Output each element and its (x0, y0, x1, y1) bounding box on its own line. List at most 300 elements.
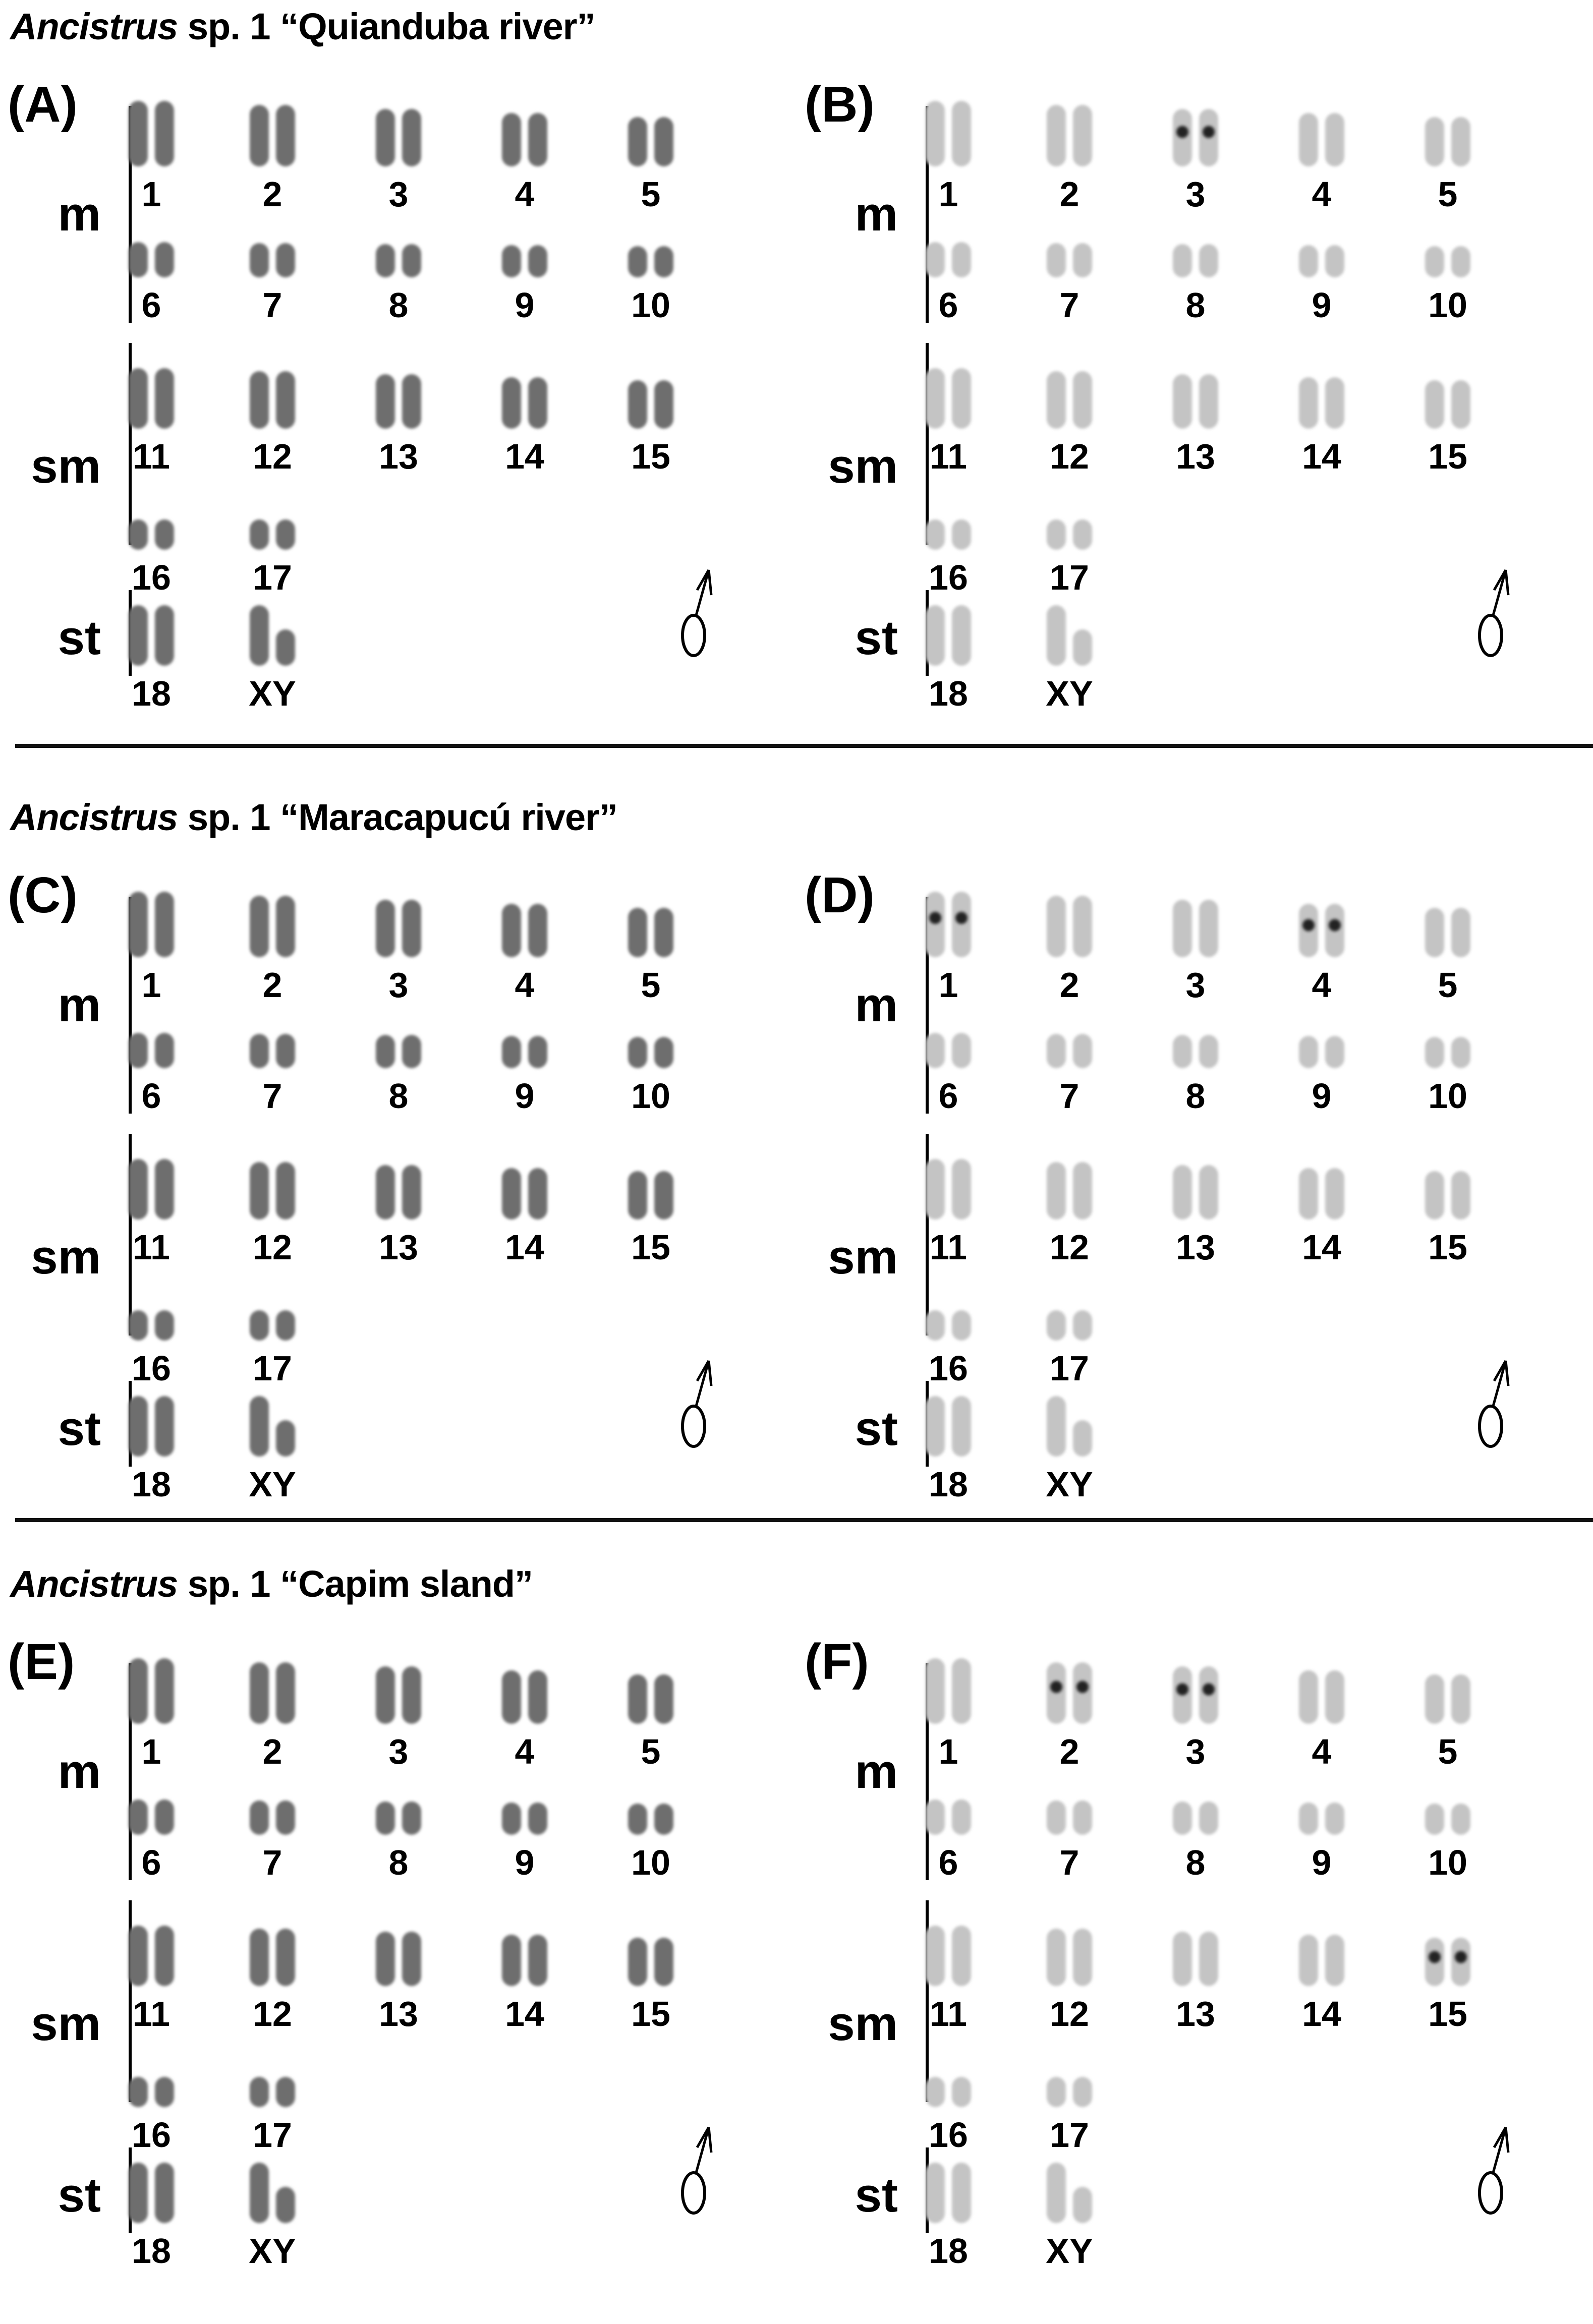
chromosome-number: 9 (1312, 1076, 1332, 1116)
chromatid (1073, 2077, 1092, 2107)
group-label-sm: sm (828, 1997, 898, 2051)
chromatid (952, 2077, 971, 2107)
chromosome-image (217, 1381, 328, 1457)
chromatid (952, 1658, 971, 1724)
chromosome-number: 9 (1312, 1843, 1332, 1882)
species-locality: sp. 1 “Capim sland” (178, 1563, 533, 1605)
chromatid (250, 1162, 269, 1219)
chromosome-pair (595, 1784, 706, 1882)
chromosome-pair (893, 2067, 1004, 2155)
chromosome-image (96, 96, 207, 166)
chromosome-number: 4 (515, 1732, 535, 1771)
chromosome-number: XY (249, 674, 296, 713)
chromosome-image (96, 887, 207, 957)
chromatid (1325, 1036, 1344, 1068)
male-symbol-icon (671, 1351, 742, 1462)
chromatid (1047, 1929, 1066, 1986)
chromatid (155, 1033, 174, 1068)
chromosome-image (893, 887, 1004, 957)
chromosome-pair (1266, 1018, 1377, 1116)
chromosome-pair (1014, 96, 1125, 214)
chromosome-image (1392, 1139, 1503, 1219)
chromatid (528, 1036, 547, 1068)
chromosome-pair (217, 509, 328, 597)
chromatid (250, 605, 269, 666)
chromosome-image (343, 1653, 454, 1724)
chromosome-pair (1014, 2067, 1125, 2155)
chromosome-pair (893, 1139, 1004, 1267)
chromosome-image (343, 1018, 454, 1068)
section-divider (15, 744, 1593, 748)
chromosome-image (595, 1018, 706, 1068)
chromosome-pair (1392, 1139, 1503, 1267)
chromosome-pair (343, 887, 454, 1005)
chromatid (528, 904, 547, 957)
group-label-st: st (855, 2168, 898, 2222)
chromatid (1299, 377, 1318, 429)
chromatid (129, 1926, 148, 1986)
chromatid (1047, 1662, 1066, 1724)
chromatid (654, 1171, 673, 1219)
chromosome-number: 15 (1428, 437, 1467, 476)
chromosome-pair (96, 2067, 207, 2155)
chromatid (129, 519, 148, 550)
chromatid (402, 244, 421, 277)
chromosome-pair (893, 1653, 1004, 1771)
chromosome-pair (217, 1905, 328, 2034)
chromatid (628, 380, 647, 429)
chromatid (1451, 1171, 1470, 1219)
chromosome-number: 14 (505, 1228, 544, 1267)
chromatid (1199, 109, 1218, 166)
chromosome-pair (217, 227, 328, 325)
chromosome-number: 1 (141, 965, 161, 1005)
chromosome-number: 13 (1176, 437, 1215, 476)
chromosome-pair (1014, 509, 1125, 597)
chromosome-pair (96, 590, 207, 713)
chromosome-image (1014, 590, 1125, 666)
chromatid (926, 519, 945, 550)
karyotype-panel (797, 866, 1584, 1522)
chromatid (1173, 1035, 1192, 1068)
chromatid (1073, 1800, 1092, 1835)
chromosome-pair (1140, 1905, 1251, 2034)
chromatid (402, 109, 421, 166)
chromosome-image (893, 1018, 1004, 1068)
chromatid (1073, 896, 1092, 957)
species-locality: sp. 1 “Maracapucú river” (178, 796, 617, 838)
chromosome-pair (893, 1300, 1004, 1388)
chromatid (1173, 244, 1192, 277)
chromosome-pair (893, 590, 1004, 713)
chromatid (155, 368, 174, 429)
chromatid (1299, 113, 1318, 166)
chromosome-image (1014, 227, 1125, 277)
chromosome-image (1392, 227, 1503, 277)
chromatid (1173, 1666, 1192, 1724)
chromatid (1199, 1666, 1218, 1724)
chromatid (926, 1926, 945, 1986)
group-label-st: st (58, 611, 101, 665)
chromosome-pair (1014, 2147, 1125, 2271)
chromatid (376, 1035, 395, 1068)
chromosome-number: 2 (262, 175, 282, 214)
chromatid (1073, 1662, 1092, 1724)
chromosome-number: 5 (1438, 175, 1458, 214)
chromosome-pair (1140, 1139, 1251, 1267)
chromosome-image (595, 1139, 706, 1219)
chromosome-number: 7 (262, 1843, 282, 1882)
chromatid (1451, 1938, 1470, 1986)
chromosome-number: 13 (1176, 1994, 1215, 2034)
chromatid (628, 246, 647, 277)
chromatid (402, 374, 421, 429)
chromosome-pair (469, 1018, 580, 1116)
chromatid (952, 1396, 971, 1457)
chromosome-number: 16 (929, 2115, 968, 2155)
chromosome-image (1266, 1018, 1377, 1068)
genus-name: Ancistrus (10, 6, 178, 47)
chromosome-pair (96, 1381, 207, 1504)
chromosome-pair (96, 1905, 207, 2034)
chromatid (952, 605, 971, 666)
karyotype-panel (0, 866, 787, 1522)
chromosome-image (1014, 348, 1125, 429)
chromatid (926, 2163, 945, 2223)
chromatid (155, 242, 174, 277)
chromatid (1047, 105, 1066, 166)
chromosome-pair (1140, 887, 1251, 1005)
chromatid (528, 113, 547, 166)
chromatid (155, 605, 174, 666)
chromatid (1047, 371, 1066, 429)
chromosome-image (893, 509, 1004, 550)
chromatid (926, 101, 945, 166)
chromosome-pair (1392, 96, 1503, 214)
panel-label: (E) (8, 1634, 75, 1690)
chromosome-image (893, 1139, 1004, 1219)
group-label-m: m (58, 1745, 101, 1798)
chromatid (155, 2077, 174, 2107)
chromatid (952, 242, 971, 277)
chromosome-image (1266, 1784, 1377, 1835)
chromosome-number: 14 (1302, 1228, 1341, 1267)
chromatid (926, 1033, 945, 1068)
chromosome-image (217, 96, 328, 166)
panel-label: (D) (805, 867, 875, 923)
chromosome-number: 1 (938, 1732, 958, 1771)
chromosome-pair (469, 348, 580, 476)
chromosome-number: 18 (929, 1465, 968, 1504)
group-label-st: st (58, 2168, 101, 2222)
chromatid (402, 1802, 421, 1835)
chromatid (654, 1804, 673, 1835)
chromosome-image (893, 590, 1004, 666)
chromosome-image (1014, 1018, 1125, 1068)
chromatid (528, 1168, 547, 1219)
chromatid (654, 246, 673, 277)
species-title (10, 5, 595, 48)
chromatid (1451, 908, 1470, 957)
chromosome-number: XY (1046, 2231, 1093, 2271)
group-label-sm: sm (828, 1230, 898, 1284)
chromosome-pair (1014, 1018, 1125, 1116)
chromosome-number: 15 (1428, 1228, 1467, 1267)
chromosome-number: 12 (1050, 1994, 1089, 2034)
chromosome-image (217, 1139, 328, 1219)
chromatid (402, 1035, 421, 1068)
chromosome-number: 16 (929, 1349, 968, 1388)
chromosome-pair (469, 1784, 580, 1882)
chromatid (1047, 1310, 1066, 1341)
chromosome-image (96, 590, 207, 666)
chromosome-pair (595, 348, 706, 476)
chromatid (276, 371, 295, 429)
chromatid (276, 1034, 295, 1068)
chromosome-image (469, 1653, 580, 1724)
chromosome-image (893, 96, 1004, 166)
chromatid (276, 896, 295, 957)
chromatid (952, 1926, 971, 1986)
chromosome-pair (1140, 1784, 1251, 1882)
chromatid (502, 1168, 521, 1219)
chromatid (1047, 1034, 1066, 1068)
chromatid (1047, 1396, 1066, 1457)
chromosome-number: 3 (1185, 965, 1206, 1005)
chromosome-number: 17 (1050, 558, 1089, 597)
chromosome-number: 3 (1185, 175, 1206, 214)
chromatid (1199, 1035, 1218, 1068)
chromosome-number: 8 (1185, 285, 1206, 325)
chromosome-pair (217, 1300, 328, 1388)
chromatid (502, 904, 521, 957)
chromatid (402, 1666, 421, 1724)
chromosome-pair (96, 96, 207, 214)
chromatid (276, 2187, 295, 2223)
chromosome-pair (1266, 887, 1377, 1005)
chromatid (926, 1159, 945, 1219)
chromatid (502, 245, 521, 277)
chromatid (129, 1396, 148, 1457)
chromosome-number: XY (1046, 1465, 1093, 1504)
chromatid (276, 519, 295, 550)
chromosome-image (469, 227, 580, 277)
chromatid (1073, 1034, 1092, 1068)
chromatid (952, 1159, 971, 1219)
chromatid (155, 1159, 174, 1219)
chromosome-pair (96, 509, 207, 597)
chromosome-image (893, 348, 1004, 429)
chromatid (1451, 117, 1470, 166)
chromatid (1425, 1037, 1444, 1068)
chromosome-number: 16 (132, 1349, 171, 1388)
chromosome-image (1140, 1784, 1251, 1835)
chromosome-number: 18 (929, 674, 968, 713)
chromosome-number: 17 (1050, 2115, 1089, 2155)
chromatid (952, 519, 971, 550)
chromosome-pair (595, 1905, 706, 2034)
chromatid (952, 368, 971, 429)
chromatid (926, 1396, 945, 1457)
chromatid (250, 371, 269, 429)
chromosome-image (1392, 1653, 1503, 1724)
chromosome-number: 15 (1428, 1994, 1467, 2034)
chromosome-image (469, 887, 580, 957)
chromatid (926, 368, 945, 429)
genus-name: Ancistrus (10, 1563, 178, 1605)
chromatid (1325, 245, 1344, 277)
chromatid (1173, 1165, 1192, 1219)
chromatid (155, 2163, 174, 2223)
chromosome-number: 13 (1176, 1228, 1215, 1267)
chromatid (1199, 244, 1218, 277)
chromosome-pair (1140, 227, 1251, 325)
chromosome-image (96, 1381, 207, 1457)
chromosome-number: 6 (938, 285, 958, 325)
chromosome-pair (1014, 1905, 1125, 2034)
chromatid (402, 900, 421, 957)
chromosome-pair (1014, 1300, 1125, 1388)
chromatid (129, 368, 148, 429)
group-label-sm: sm (31, 1997, 101, 2051)
chromatid (376, 374, 395, 429)
chromosome-image (1140, 887, 1251, 957)
male-symbol-icon (671, 560, 742, 671)
chromosome-number: 5 (641, 965, 661, 1005)
chromosome-pair (1392, 227, 1503, 325)
chromatid (654, 1674, 673, 1724)
chromatid (250, 243, 269, 277)
chromatid (129, 1310, 148, 1341)
chromatid (250, 1034, 269, 1068)
chromatid (952, 101, 971, 166)
chromatid (1073, 371, 1092, 429)
chromatid (250, 105, 269, 166)
chromatid (250, 896, 269, 957)
chromosome-number: 17 (253, 1349, 292, 1388)
chromosome-number: 2 (1059, 1732, 1079, 1771)
chromosome-image (1266, 1139, 1377, 1219)
male-symbol-icon (1468, 2117, 1539, 2228)
chromosome-image (217, 1300, 328, 1341)
chromatid (1047, 605, 1066, 666)
chromatid (1199, 374, 1218, 429)
group-label-sm: sm (31, 1230, 101, 1284)
chromosome-pair (1140, 1018, 1251, 1116)
chromosome-number: 13 (379, 437, 418, 476)
chromosome-image (595, 1653, 706, 1724)
chromosome-pair (217, 1381, 328, 1504)
chromosome-pair (595, 887, 706, 1005)
chromatid (502, 1670, 521, 1724)
chromatid (1199, 1802, 1218, 1835)
chromosome-pair (96, 2147, 207, 2271)
group-label-m: m (855, 978, 898, 1032)
chromosome-pair (343, 1905, 454, 2034)
chromosome-image (217, 348, 328, 429)
chromosome-number: 8 (388, 1076, 409, 1116)
chromatid (502, 1935, 521, 1986)
chromatid (1047, 519, 1066, 550)
chromosome-number: 14 (505, 437, 544, 476)
chromatid (1325, 1168, 1344, 1219)
chromatid (250, 1662, 269, 1724)
chromosome-number: 15 (631, 437, 670, 476)
chromatid (628, 1674, 647, 1724)
chromosome-image (96, 227, 207, 277)
chromatid (276, 1162, 295, 1219)
chromatid (276, 2077, 295, 2107)
chromosome-image (343, 887, 454, 957)
chromosome-image (1140, 1139, 1251, 1219)
chromosome-pair (595, 227, 706, 325)
chromosome-image (1266, 227, 1377, 277)
chromosome-number: 8 (388, 1843, 409, 1882)
chromatid (1047, 1800, 1066, 1835)
chromatid (1425, 908, 1444, 957)
chromatid (1073, 519, 1092, 550)
chromosome-image (343, 348, 454, 429)
chromatid (1451, 1037, 1470, 1068)
chromosome-number: 2 (1059, 175, 1079, 214)
chromosome-image (595, 1905, 706, 1986)
chromatid (1425, 1938, 1444, 1986)
chromosome-number: 11 (133, 1994, 170, 2034)
chromatid (528, 1670, 547, 1724)
chromosome-number: 10 (631, 1843, 670, 1882)
chromosome-number: 10 (631, 1076, 670, 1116)
chromatid (952, 1033, 971, 1068)
chromosome-number: 10 (1428, 1843, 1467, 1882)
group-label-m: m (58, 187, 101, 241)
chromatid (628, 1037, 647, 1068)
chromosome-image (1266, 887, 1377, 957)
chromosome-image (96, 2067, 207, 2107)
chromosome-number: 18 (132, 674, 171, 713)
chromosome-image (96, 1905, 207, 1986)
species-locality: sp. 1 “Quianduba river” (178, 6, 595, 47)
chromosome-image (217, 887, 328, 957)
chromatid (926, 1310, 945, 1341)
chromosome-pair (1014, 1653, 1125, 1771)
chromosome-number: 6 (141, 285, 161, 325)
chromosome-number: 3 (388, 175, 409, 214)
chromosome-image (1014, 1139, 1125, 1219)
group-label-m: m (855, 1745, 898, 1798)
chromosome-number: 18 (929, 2231, 968, 2271)
chromatid (1173, 374, 1192, 429)
chromosome-number: 13 (379, 1228, 418, 1267)
chromosome-number: 8 (388, 285, 409, 325)
chromosome-pair (1014, 1139, 1125, 1267)
chromatid (1073, 629, 1092, 666)
chromatid (1173, 1932, 1192, 1986)
chromatid (502, 377, 521, 429)
chromosome-number: 10 (631, 285, 670, 325)
chromosome-image (343, 96, 454, 166)
chromatid (654, 1037, 673, 1068)
chromosome-number: 7 (1059, 285, 1079, 325)
chromosome-number: 4 (1312, 175, 1332, 214)
chromosome-pair (217, 2147, 328, 2271)
chromatid (1325, 113, 1344, 166)
chromatid (155, 101, 174, 166)
chromatid (376, 1932, 395, 1986)
chromosome-image (217, 1653, 328, 1724)
chromosome-pair (217, 590, 328, 713)
chromosome-number: 14 (1302, 1994, 1341, 2034)
chromosome-image (893, 1784, 1004, 1835)
